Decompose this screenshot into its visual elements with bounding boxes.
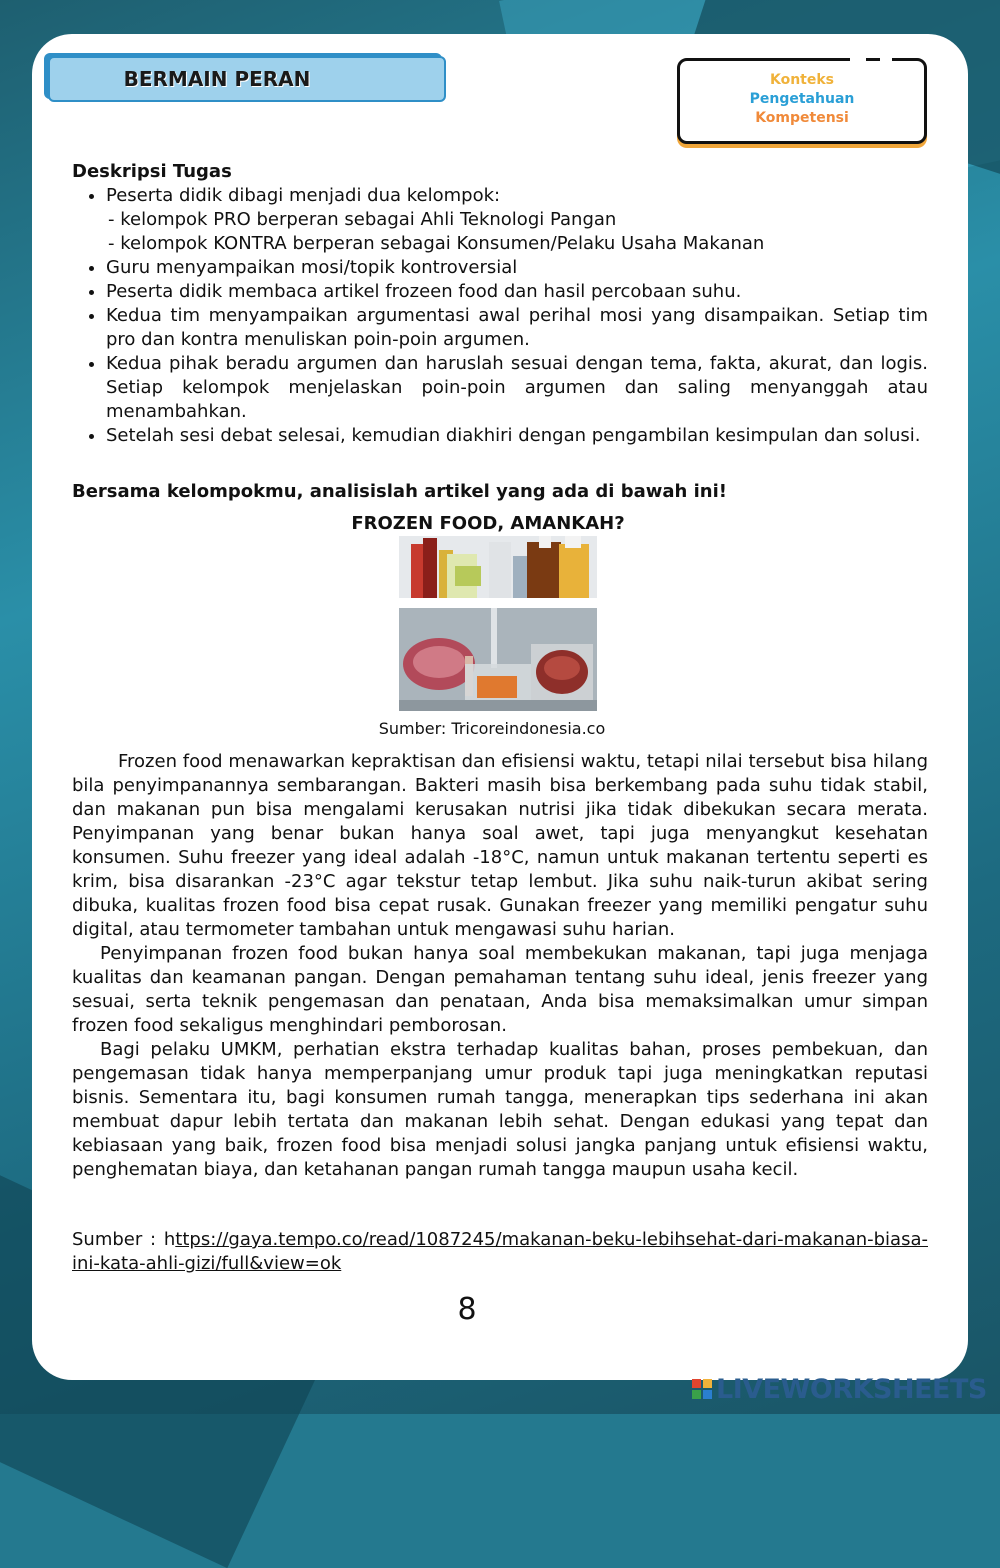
context-tags-box <box>677 58 927 144</box>
instruction-text: Bersama kelompokmu, analisislah artikel yang ada di bawah ini! <box>72 481 727 502</box>
bullet-text: Peserta didik dibagi menjadi dua kelompok: <box>106 185 501 206</box>
article-title: FROZEN FOOD, AMANKAH? <box>351 513 625 534</box>
logo-block <box>703 1379 712 1388</box>
article-photo <box>399 536 597 711</box>
logo-blocks <box>692 1379 712 1399</box>
logo-block <box>692 1390 701 1399</box>
article-source <box>72 1228 928 1276</box>
section-title: BERMAIN PERAN <box>123 67 311 91</box>
task-bullet-list <box>72 184 928 448</box>
list-item: • Setelah sesi debat selesai, kemudian diakhiri dengan pengambilan kesimpulan dan solusi. <box>106 424 928 448</box>
task-heading: Deskripsi Tugas <box>72 161 232 182</box>
tag-pengetahuan: Pengetahuan <box>749 91 855 107</box>
box-gap <box>850 57 866 63</box>
photo-caption: Sumber: Tricoreindonesia.co <box>378 719 606 738</box>
box-gap <box>880 57 892 63</box>
tag-konteks: Konteks <box>769 72 835 88</box>
list-item: • Peserta didik membaca artikel frozeen food dan hasil percobaan suhu. <box>106 280 928 304</box>
logo-text: LIVEWORKSHEETS <box>716 1373 987 1405</box>
group-kontra: - kelompok KONTRA berperan sebagai Konsumen/Pelaku Usaha Makanan <box>108 233 765 254</box>
page-number: 8 <box>457 1292 477 1327</box>
article-paragraph: Frozen food menawarkan kepraktisan dan efisiensi waktu, tetapi nilai tersebut bisa hilang bila penyimpanannya sembarangan. Bakteri masih bisa berkembang pada suhu tidak stabil, dan makanan pun bisa mengalami kerusakan nutrisi jika tidak dibekukan secara merata. Penyimpanan yang benar bukan hanya soal awet, tapi juga menyangkut kesehatan konsumen. Suhu freezer yang ideal adalah -18°C, namun untuk makanan tertentu seperti es krim, bisa disarankan -23°C agar tekstur tetap lembut. Jika suhu naik-turun akibat sering dibuka, kualitas frozen food bisa cepat rusak. Gunakan freezer yang memiliki pengatur suhu digital, atau termometer tambahan untuk mengawasi suhu harian. <box>72 751 928 940</box>
article-body <box>72 750 928 1182</box>
article-paragraph: Penyimpanan frozen food bukan hanya soal membekukan makanan, tapi juga menjaga kualitas dan keamanan pangan. Dengan pemahaman tentang suhu ideal, jenis freezer yang sesuai, serta teknik pengemasan dan penataan, Anda bisa memaksimalkan umur simpan frozen food sekaligus menghindari pemborosan. <box>72 943 928 1036</box>
fridge-illustration <box>399 536 597 711</box>
list-item <box>106 184 928 256</box>
liveworksheets-logo <box>692 1372 987 1406</box>
logo-block <box>703 1390 712 1399</box>
logo-block <box>692 1379 701 1388</box>
box-gap <box>714 133 726 141</box>
source-label: Sumber : h <box>72 1229 176 1250</box>
tag-kompetensi: Kompetensi <box>755 110 849 126</box>
list-item: • Kedua pihak beradu argumen dan haruslah sesuai dengan tema, fakta, akurat, dan logis. Setiap kelompok menjelaskan poin-poin argumen dan saling menyanggah atau menambahkan. <box>106 352 928 424</box>
article-paragraph: Bagi pelaku UMKM, perhatian ekstra terhadap kualitas bahan, proses pembekuan, dan pengemasan tidak hanya memperpanjang umur produk tapi juga meningkatkan reputasi bisnis. Sementara itu, bagi konsumen rumah tangga, menerapkan tips sederhana ini akan membuat dapur lebih tertata dan makanan lebih sehat. Dengan edukasi yang tepat dan kebiasaan yang baik, frozen food bisa menjadi solusi jangka panjang untuk efisiensi waktu, penghematan biaya, dan ketahanan pangan rumah tangga maupun usaha kecil. <box>72 1039 928 1180</box>
list-item: • Kedua tim menyampaikan argumentasi awal perihal mosi yang disampaikan. Setiap tim pro dan kontra menuliskan poin-poin argumen. <box>106 304 928 352</box>
list-item: • Guru menyampaikan mosi/topik kontroversial <box>106 256 928 280</box>
section-title-tab <box>48 56 446 102</box>
group-pro: - kelompok PRO berperan sebagai Ahli Teknologi Pangan <box>108 209 617 230</box>
source-link[interactable]: ttps://gaya.tempo.co/read/1087245/makanan-beku-lebihsehat-dari-makanan-biasa-ini-kata-ahli-gizi/full&view=ok <box>72 1229 928 1274</box>
